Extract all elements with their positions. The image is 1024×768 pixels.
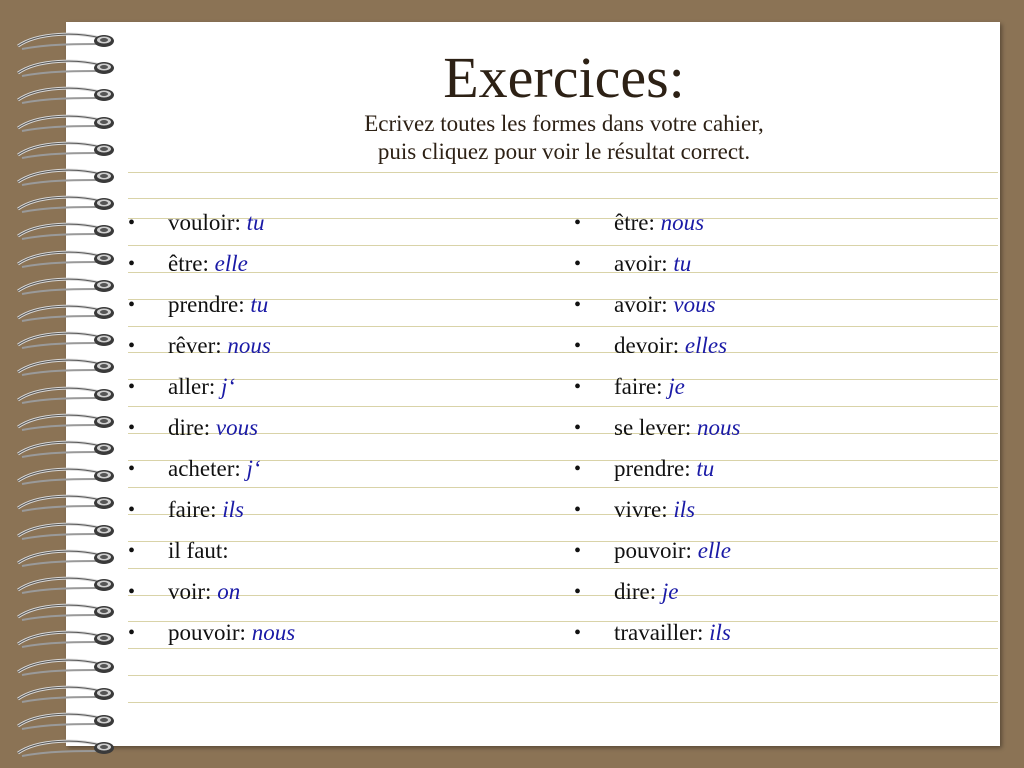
spiral-coil-icon <box>8 601 118 623</box>
instructions-line-2: puis cliquez pour voir le résultat correct. <box>377 139 751 164</box>
spiral-coil-icon <box>8 465 118 487</box>
bullet-icon: • <box>128 376 136 398</box>
list-item[interactable]: • vouloir: tu <box>126 208 295 249</box>
ruled-line <box>128 702 998 703</box>
exercise-list-left <box>126 208 295 659</box>
list-item[interactable]: • avoir: tu <box>572 249 740 290</box>
spiral-coil-icon <box>8 57 118 79</box>
list-item[interactable]: • prendre: tu <box>126 290 295 331</box>
list-item[interactable]: • être: elle <box>126 249 295 290</box>
spiral-coil-icon <box>8 492 118 514</box>
page-title: Exercices: <box>443 45 685 110</box>
spiral-coil-icon <box>8 302 118 324</box>
bullet-icon: • <box>128 417 136 439</box>
exercise-list-right <box>572 208 740 659</box>
spiral-coil-icon <box>8 656 118 678</box>
spiral-coil-icon <box>8 547 118 569</box>
list-item[interactable]: • se lever: nous <box>572 413 740 454</box>
bullet-icon: • <box>574 622 582 644</box>
bullet-icon: • <box>574 294 582 316</box>
bullet-icon: • <box>574 540 582 562</box>
list-item[interactable]: • faire: je <box>572 372 740 413</box>
list-item[interactable]: • avoir: vous <box>572 290 740 331</box>
list-item[interactable]: • rêver: nous <box>126 331 295 372</box>
list-item[interactable]: • pouvoir: nous <box>126 618 295 659</box>
spiral-coil-icon <box>8 710 118 732</box>
spiral-coil-icon <box>8 520 118 542</box>
bullet-icon: • <box>128 253 136 275</box>
spiral-coil-icon <box>8 84 118 106</box>
spiral-coil-icon <box>8 193 118 215</box>
spiral-coil-icon <box>8 112 118 134</box>
bullet-icon: • <box>128 294 136 316</box>
bullet-icon: • <box>574 253 582 275</box>
spiral-coil-icon <box>8 411 118 433</box>
spiral-coil-icon <box>8 329 118 351</box>
list-item[interactable]: • prendre: tu <box>572 454 740 495</box>
spiral-coil-icon <box>8 737 118 759</box>
bullet-icon: • <box>128 499 136 521</box>
ruled-line <box>128 675 998 676</box>
spiral-coil-icon <box>8 275 118 297</box>
list-item[interactable]: • être: nous <box>572 208 740 249</box>
spiral-coil-icon <box>8 628 118 650</box>
bullet-icon: • <box>128 540 136 562</box>
ruled-line <box>128 172 998 173</box>
spiral-coil-icon <box>8 248 118 270</box>
bullet-icon: • <box>128 458 136 480</box>
bullet-icon: • <box>574 212 582 234</box>
spiral-coil-icon <box>8 30 118 52</box>
list-item[interactable]: • travailler: ils <box>572 618 740 659</box>
list-item[interactable]: • pouvoir: elle <box>572 536 740 577</box>
instructions-line-1: Ecrivez toutes les formes dans votre cahier, <box>364 111 764 136</box>
notebook-page <box>66 22 1000 746</box>
list-item[interactable]: • dire: vous <box>126 413 295 454</box>
bullet-icon: • <box>574 499 582 521</box>
spiral-coil-icon <box>8 220 118 242</box>
list-item[interactable]: • il faut: <box>126 536 295 577</box>
spiral-coil-icon <box>8 356 118 378</box>
list-item[interactable]: • aller: j‘ <box>126 372 295 413</box>
bullet-icon: • <box>128 622 136 644</box>
list-item[interactable]: • dire: je <box>572 577 740 618</box>
spiral-coil-icon <box>8 139 118 161</box>
bullet-icon: • <box>574 417 582 439</box>
ruled-line <box>128 198 998 199</box>
spiral-coil-icon <box>8 683 118 705</box>
list-item[interactable]: • faire: ils <box>126 495 295 536</box>
bullet-icon: • <box>574 376 582 398</box>
bullet-icon: • <box>128 581 136 603</box>
bullet-icon: • <box>128 212 136 234</box>
bullet-icon: • <box>128 335 136 357</box>
spiral-coil-icon <box>8 574 118 596</box>
list-item[interactable]: • vivre: ils <box>572 495 740 536</box>
spiral-coil-icon <box>8 438 118 460</box>
bullet-icon: • <box>574 458 582 480</box>
spiral-coil-icon <box>8 384 118 406</box>
list-item[interactable]: • devoir: elles <box>572 331 740 372</box>
spiral-coil-icon <box>8 166 118 188</box>
bullet-icon: • <box>574 335 582 357</box>
list-item[interactable]: • acheter: j‘ <box>126 454 295 495</box>
list-item[interactable]: • voir: on <box>126 577 295 618</box>
bullet-icon: • <box>574 581 582 603</box>
instructions <box>128 110 1000 166</box>
